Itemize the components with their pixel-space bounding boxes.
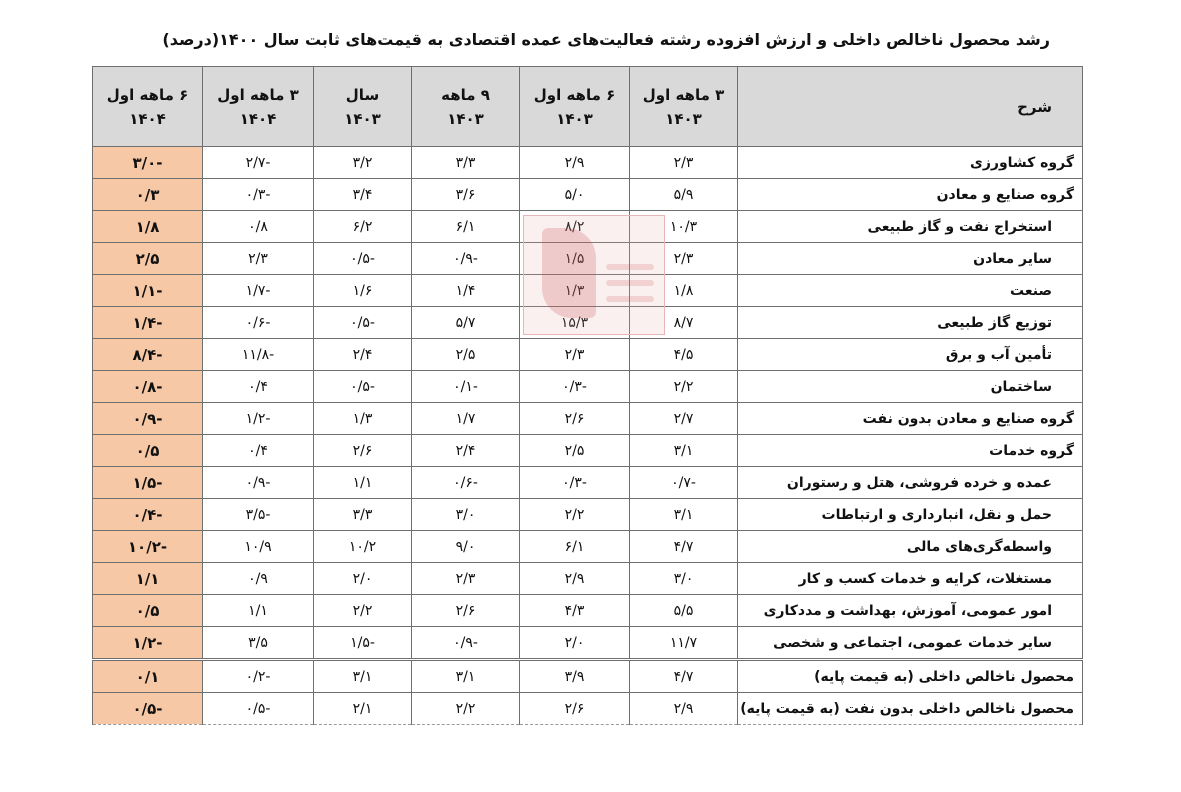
header-col-1-period: ۳ ماهه اول: [642, 85, 725, 104]
cell-col-3: ۲/۴: [412, 435, 520, 467]
cell-col-3: ۳/۱: [412, 660, 520, 693]
row-label: واسطه‌گری‌های مالی: [738, 531, 1083, 563]
cell-col-6: -۸/۴: [93, 339, 203, 371]
row-label: محصول ناخالص داخلی بدون نفت (به قیمت پایه): [738, 693, 1083, 725]
cell-col-2: ۱۵/۳: [520, 307, 630, 339]
cell-col-5: -۰/۲: [203, 660, 314, 693]
header-col-6-year: ۱۴۰۴: [129, 109, 166, 128]
header-col-3: [412, 67, 520, 147]
gdp-growth-table: [92, 66, 1083, 725]
cell-col-4: ۶/۲: [314, 211, 412, 243]
row-label: امور عمومی، آموزش، بهداشت و مددکاری: [738, 595, 1083, 627]
table-row: [93, 275, 1083, 307]
cell-col-2: -۰/۳: [520, 371, 630, 403]
table-row: [93, 339, 1083, 371]
header-col-5: [203, 67, 314, 147]
table-row: [93, 147, 1083, 179]
cell-col-1: ۱۰/۳: [630, 211, 738, 243]
table-row: [93, 243, 1083, 275]
cell-col-1: ۸/۷: [630, 307, 738, 339]
cell-col-3: ۶/۱: [412, 211, 520, 243]
cell-col-1: ۳/۱: [630, 435, 738, 467]
cell-col-2: ۱/۳: [520, 275, 630, 307]
table-header: [93, 67, 1083, 147]
header-col-4: [314, 67, 412, 147]
cell-col-5: -۳/۵: [203, 499, 314, 531]
cell-col-2: ۲/۲: [520, 499, 630, 531]
cell-col-2: ۸/۲: [520, 211, 630, 243]
header-col-3-period: ۹ ماهه: [441, 85, 490, 104]
cell-col-1: ۳/۱: [630, 499, 738, 531]
header-col-1: [630, 67, 738, 147]
cell-col-1: ۴/۷: [630, 531, 738, 563]
cell-col-2: ۲/۹: [520, 563, 630, 595]
cell-col-1: ۱۱/۷: [630, 627, 738, 660]
cell-col-2: ۲/۶: [520, 693, 630, 725]
table-row: [93, 595, 1083, 627]
row-label: عمده و خرده فروشی، هتل و رستوران: [738, 467, 1083, 499]
cell-col-2: ۵/۰: [520, 179, 630, 211]
header-col-4-period: سال: [345, 85, 380, 104]
cell-col-5: ۰/۹: [203, 563, 314, 595]
cell-col-2: ۲/۹: [520, 147, 630, 179]
cell-col-6: ۱/۸: [93, 211, 203, 243]
cell-col-4: -۱/۵: [314, 627, 412, 660]
cell-col-4: -۰/۵: [314, 243, 412, 275]
cell-col-3: -۰/۹: [412, 243, 520, 275]
cell-col-4: ۳/۲: [314, 147, 412, 179]
row-label: تأمین آب و برق: [738, 339, 1083, 371]
table-row: [93, 435, 1083, 467]
cell-col-5: ۰/۴: [203, 371, 314, 403]
cell-col-2: ۲/۰: [520, 627, 630, 660]
table-row: [93, 307, 1083, 339]
cell-col-6: ۱/۱: [93, 563, 203, 595]
cell-col-6: -۰/۵: [93, 693, 203, 725]
row-label: گروه خدمات: [738, 435, 1083, 467]
table-body: [93, 147, 1083, 725]
cell-col-5: ۰/۴: [203, 435, 314, 467]
cell-col-1: ۲/۳: [630, 147, 738, 179]
cell-col-3: ۳/۶: [412, 179, 520, 211]
cell-col-4: ۳/۳: [314, 499, 412, 531]
cell-col-4: ۱۰/۲: [314, 531, 412, 563]
cell-col-6: -۳/۰: [93, 147, 203, 179]
cell-col-3: -۰/۶: [412, 467, 520, 499]
cell-col-6: -۰/۸: [93, 371, 203, 403]
cell-col-5: -۲/۷: [203, 147, 314, 179]
table-row: [93, 627, 1083, 660]
cell-col-1: ۲/۲: [630, 371, 738, 403]
cell-col-6: -۰/۴: [93, 499, 203, 531]
cell-col-3: ۲/۵: [412, 339, 520, 371]
cell-col-2: ۱/۵: [520, 243, 630, 275]
cell-col-4: ۲/۰: [314, 563, 412, 595]
cell-col-6: -۱/۱: [93, 275, 203, 307]
table-row: [93, 403, 1083, 435]
cell-col-5: -۰/۳: [203, 179, 314, 211]
row-label: گروه صنایع و معادن بدون نفت: [738, 403, 1083, 435]
cell-col-6: ۰/۵: [93, 435, 203, 467]
cell-col-6: -۱۰/۲: [93, 531, 203, 563]
cell-col-1: ۲/۹: [630, 693, 738, 725]
cell-col-5: -۰/۹: [203, 467, 314, 499]
table-row: [93, 531, 1083, 563]
cell-col-5: ۲/۳: [203, 243, 314, 275]
cell-col-3: ۲/۶: [412, 595, 520, 627]
row-label: سایر خدمات عمومی، اجتماعی و شخصی: [738, 627, 1083, 660]
cell-col-2: ۳/۹: [520, 660, 630, 693]
header-col-2-period: ۶ ماهه اول: [533, 85, 616, 104]
cell-col-1: ۳/۰: [630, 563, 738, 595]
cell-col-5: -۱۱/۸: [203, 339, 314, 371]
cell-col-5: -۱/۷: [203, 275, 314, 307]
row-label: محصول ناخالص داخلی (به قیمت پایه): [738, 660, 1083, 693]
gdp-growth-table-wrapper: [92, 66, 1082, 725]
cell-col-5: ۰/۸: [203, 211, 314, 243]
cell-col-3: ۱/۷: [412, 403, 520, 435]
cell-col-1: ۴/۷: [630, 660, 738, 693]
cell-col-5: ۳/۵: [203, 627, 314, 660]
cell-col-3: ۲/۲: [412, 693, 520, 725]
cell-col-5: ۱۰/۹: [203, 531, 314, 563]
row-label: گروه کشاورزی: [738, 147, 1083, 179]
cell-col-1: ۵/۵: [630, 595, 738, 627]
cell-col-4: ۱/۳: [314, 403, 412, 435]
cell-col-3: ۵/۷: [412, 307, 520, 339]
cell-col-6: -۱/۲: [93, 627, 203, 660]
table-row: [93, 693, 1083, 725]
row-label: حمل و نقل، انبارداری و ارتباطات: [738, 499, 1083, 531]
cell-col-4: ۲/۲: [314, 595, 412, 627]
row-label: سایر معادن: [738, 243, 1083, 275]
cell-col-3: ۳/۰: [412, 499, 520, 531]
table-row: [93, 563, 1083, 595]
row-label: ساختمان: [738, 371, 1083, 403]
row-label: استخراج نفت و گاز طبیعی: [738, 211, 1083, 243]
cell-col-5: -۱/۲: [203, 403, 314, 435]
cell-col-6: ۰/۱: [93, 660, 203, 693]
cell-col-4: ۲/۶: [314, 435, 412, 467]
header-col-5-year: ۱۴۰۴: [239, 109, 277, 128]
table-row: [93, 660, 1083, 693]
header-description: شرح: [738, 67, 1083, 147]
cell-col-3: ۲/۳: [412, 563, 520, 595]
cell-col-4: ۳/۱: [314, 660, 412, 693]
table-row: [93, 371, 1083, 403]
cell-col-4: ۱/۱: [314, 467, 412, 499]
cell-col-2: ۲/۶: [520, 403, 630, 435]
cell-col-2: ۴/۳: [520, 595, 630, 627]
cell-col-1: ۴/۵: [630, 339, 738, 371]
cell-col-4: ۳/۴: [314, 179, 412, 211]
header-col-1-year: ۱۴۰۳: [665, 109, 702, 128]
cell-col-3: ۹/۰: [412, 531, 520, 563]
cell-col-6: ۰/۵: [93, 595, 203, 627]
cell-col-6: -۱/۴: [93, 307, 203, 339]
cell-col-3: ۱/۴: [412, 275, 520, 307]
cell-col-3: -۰/۱: [412, 371, 520, 403]
table-title: رشد محصول ناخالص داخلی و ارزش افزوده رشته فعالیت‌های عمده اقتصادی به قیمت‌های ثابت سال ۱۴۰۰(درصد): [162, 30, 1050, 49]
cell-col-6: ۲/۵: [93, 243, 203, 275]
table-row: [93, 499, 1083, 531]
table-row: [93, 211, 1083, 243]
cell-col-5: ۱/۱: [203, 595, 314, 627]
cell-col-5: -۰/۵: [203, 693, 314, 725]
cell-col-2: ۶/۱: [520, 531, 630, 563]
cell-col-1: ۲/۷: [630, 403, 738, 435]
cell-col-3: -۰/۹: [412, 627, 520, 660]
cell-col-2: ۲/۳: [520, 339, 630, 371]
cell-col-4: -۰/۵: [314, 371, 412, 403]
cell-col-6: ۰/۳: [93, 179, 203, 211]
cell-col-3: ۳/۳: [412, 147, 520, 179]
header-col-5-period: ۳ ماهه اول: [217, 85, 299, 104]
cell-col-2: -۰/۳: [520, 467, 630, 499]
cell-col-6: -۰/۹: [93, 403, 203, 435]
header-col-2: [520, 67, 630, 147]
cell-col-4: ۲/۴: [314, 339, 412, 371]
cell-col-2: ۲/۵: [520, 435, 630, 467]
cell-col-6: -۱/۵: [93, 467, 203, 499]
header-col-6: [93, 67, 203, 147]
header-col-3-year: ۱۴۰۳: [447, 109, 484, 128]
row-label: صنعت: [738, 275, 1083, 307]
cell-col-4: ۲/۱: [314, 693, 412, 725]
table-row: [93, 179, 1083, 211]
cell-col-1: ۲/۳: [630, 243, 738, 275]
row-label: مستغلات، کرایه و خدمات کسب و کار: [738, 563, 1083, 595]
cell-col-1: ۱/۸: [630, 275, 738, 307]
table-row: [93, 467, 1083, 499]
row-label: گروه صنایع و معادن: [738, 179, 1083, 211]
header-col-2-year: ۱۴۰۳: [556, 109, 593, 128]
cell-col-4: ۱/۶: [314, 275, 412, 307]
header-col-6-period: ۶ ماهه اول: [106, 85, 189, 104]
cell-col-5: -۰/۶: [203, 307, 314, 339]
row-label: توزیع گاز طبیعی: [738, 307, 1083, 339]
cell-col-1: ۵/۹: [630, 179, 738, 211]
header-col-4-year: ۱۴۰۳: [344, 109, 381, 128]
cell-col-1: -۰/۷: [630, 467, 738, 499]
cell-col-4: -۰/۵: [314, 307, 412, 339]
